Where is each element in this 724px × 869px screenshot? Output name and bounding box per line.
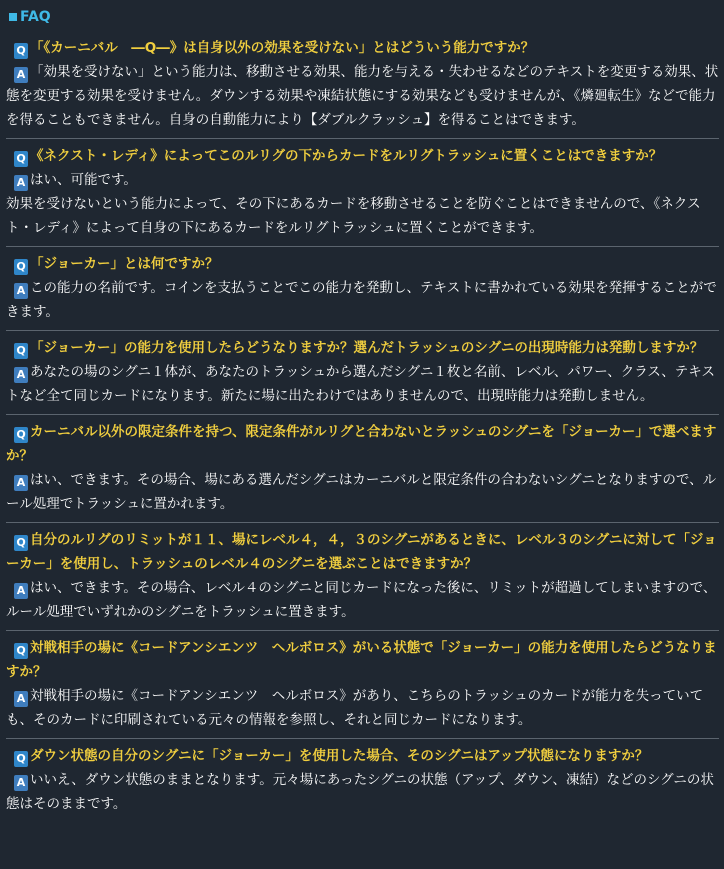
question-text: 対戦相手の場に《コードアンシエンツ ヘルボロス》がいる状態で「ジョーカー」の能力を使用したらどうなりますか？ <box>6 640 717 680</box>
faq-question <box>6 744 719 768</box>
question-icon: Q <box>14 343 28 359</box>
question-text: 《ネクスト・レディ》によってこのルリグの下からカードをルリグトラッシュに置くことはできますか？ <box>30 148 663 164</box>
question-icon: Q <box>14 751 28 767</box>
faq-question <box>6 252 719 276</box>
faq-item <box>6 738 719 822</box>
faq-item <box>6 138 719 246</box>
answer-icon: A <box>14 67 28 83</box>
faq-item <box>6 246 719 330</box>
answer-icon: A <box>14 691 28 707</box>
faq-answer <box>6 360 719 408</box>
question-text: 自分のルリグのリミットが１１、場にレベル４，４，３のシグニがあるときに、レベル３のシグニに対して「ジョーカー」を使用し、トラッシュのレベル４のシグニを選ぶことはできますか？ <box>6 532 717 572</box>
question-text: ダウン状態の自分のシグニに「ジョーカー」を使用した場合、そのシグニはアップ状態になりますか？ <box>30 748 649 764</box>
faq-question <box>6 36 719 60</box>
faq-header <box>0 0 724 34</box>
answer-text: いいえ、ダウン状態のままとなります。元々場にあったシグニの状態（アップ、ダウン、凍結）などのシグニの状態はそのままです。 <box>6 772 714 812</box>
question-icon: Q <box>14 643 28 659</box>
faq-question <box>6 528 719 576</box>
faq-answer <box>6 60 719 132</box>
faq-item <box>6 330 719 414</box>
faq-title: FAQ <box>20 9 51 25</box>
faq-answer <box>6 576 719 624</box>
question-icon: Q <box>14 43 28 59</box>
faq-question <box>6 336 719 360</box>
faq-item <box>6 630 719 738</box>
question-icon: Q <box>14 259 28 275</box>
faq-answer <box>6 468 719 516</box>
answer-text: 「効果を受けない」という能力は、移動させる効果、能力を与える・失わせるなどのテキストを変更する効果、状態を変更する効果を受けません。ダウンする効果や凍結状態にする効果なども受けませんが、《燐廻転生》などで能力を得ることもできません。自身の自動能力により【ダブルクラッシュ】を得ることはできます。 <box>6 64 719 128</box>
answer-text: はい、可能です。 <box>30 172 137 188</box>
faq-item <box>6 34 719 138</box>
answer-text: 対戦相手の場に《コードアンシエンツ ヘルボロス》があり、こちらのトラッシュのカードが能力を失っていても、そのカードに印刷されている元々の情報を参照し、それと同じカードになります。 <box>6 688 704 728</box>
faq-answer <box>6 768 719 816</box>
faq-item <box>6 414 719 522</box>
faq-question <box>6 420 719 468</box>
answer-text: はい、できます。その場合、レベル４のシグニと同じカードになった後に、リミットが超過してしまいますので、ルール処理でいずれかのシグニをトラッシュに置きます。 <box>6 580 717 620</box>
faq-answer <box>6 684 719 732</box>
question-text: 「《カーニバル ―Q―》は自身以外の効果を受けない」とはどういう能力ですか？ <box>30 40 535 56</box>
faq-list <box>0 34 724 822</box>
question-icon: Q <box>14 427 28 443</box>
square-bullet-icon <box>9 13 17 21</box>
answer-icon: A <box>14 175 28 191</box>
answer-text: はい、できます。その場合、場にある選んだシグニはカーニバルと限定条件の合わないシグニとなりますので、ルール処理でトラッシュに置かれます。 <box>6 472 717 512</box>
answer-icon: A <box>14 775 28 791</box>
answer-icon: A <box>14 583 28 599</box>
faq-answer <box>6 168 719 192</box>
question-text: 「ジョーカー」の能力を使用したらどうなりますか？選んだトラッシュのシグニの出現時能力は発動しますか？ <box>30 340 704 356</box>
answer-text: あなたの場のシグニ１体が、あなたのトラッシュから選んだシグニ１枚と名前、レベル、パワー、クラス、テキストなど全て同じカードになります。新たに場に出たわけではありませんので、出現時能力は発動しません。 <box>6 364 715 404</box>
faq-answer <box>6 276 719 324</box>
question-icon: Q <box>14 535 28 551</box>
faq-item <box>6 522 719 630</box>
question-icon: Q <box>14 151 28 167</box>
question-text: カーニバル以外の限定条件を持つ、限定条件がルリグと合わないとラッシュのシグニを「ジョーカー」で選べますか？ <box>6 424 717 464</box>
answer-icon: A <box>14 475 28 491</box>
faq-question <box>6 144 719 168</box>
answer-icon: A <box>14 283 28 299</box>
question-text: 「ジョーカー」とは何ですか？ <box>30 256 219 272</box>
faq-question <box>6 636 719 684</box>
answer-text: この能力の名前です。コインを支払うことでこの能力を発動し、テキストに書かれている効果を発揮することができます。 <box>6 280 717 320</box>
answer-icon: A <box>14 367 28 383</box>
faq-answer-continued: 効果を受けないという能力によって、その下にあるカードを移動させることを防ぐことはできませんので、《ネクスト・レディ》によって自身の下にあるカードをルリグトラッシュに置くことができます。 <box>6 196 701 236</box>
